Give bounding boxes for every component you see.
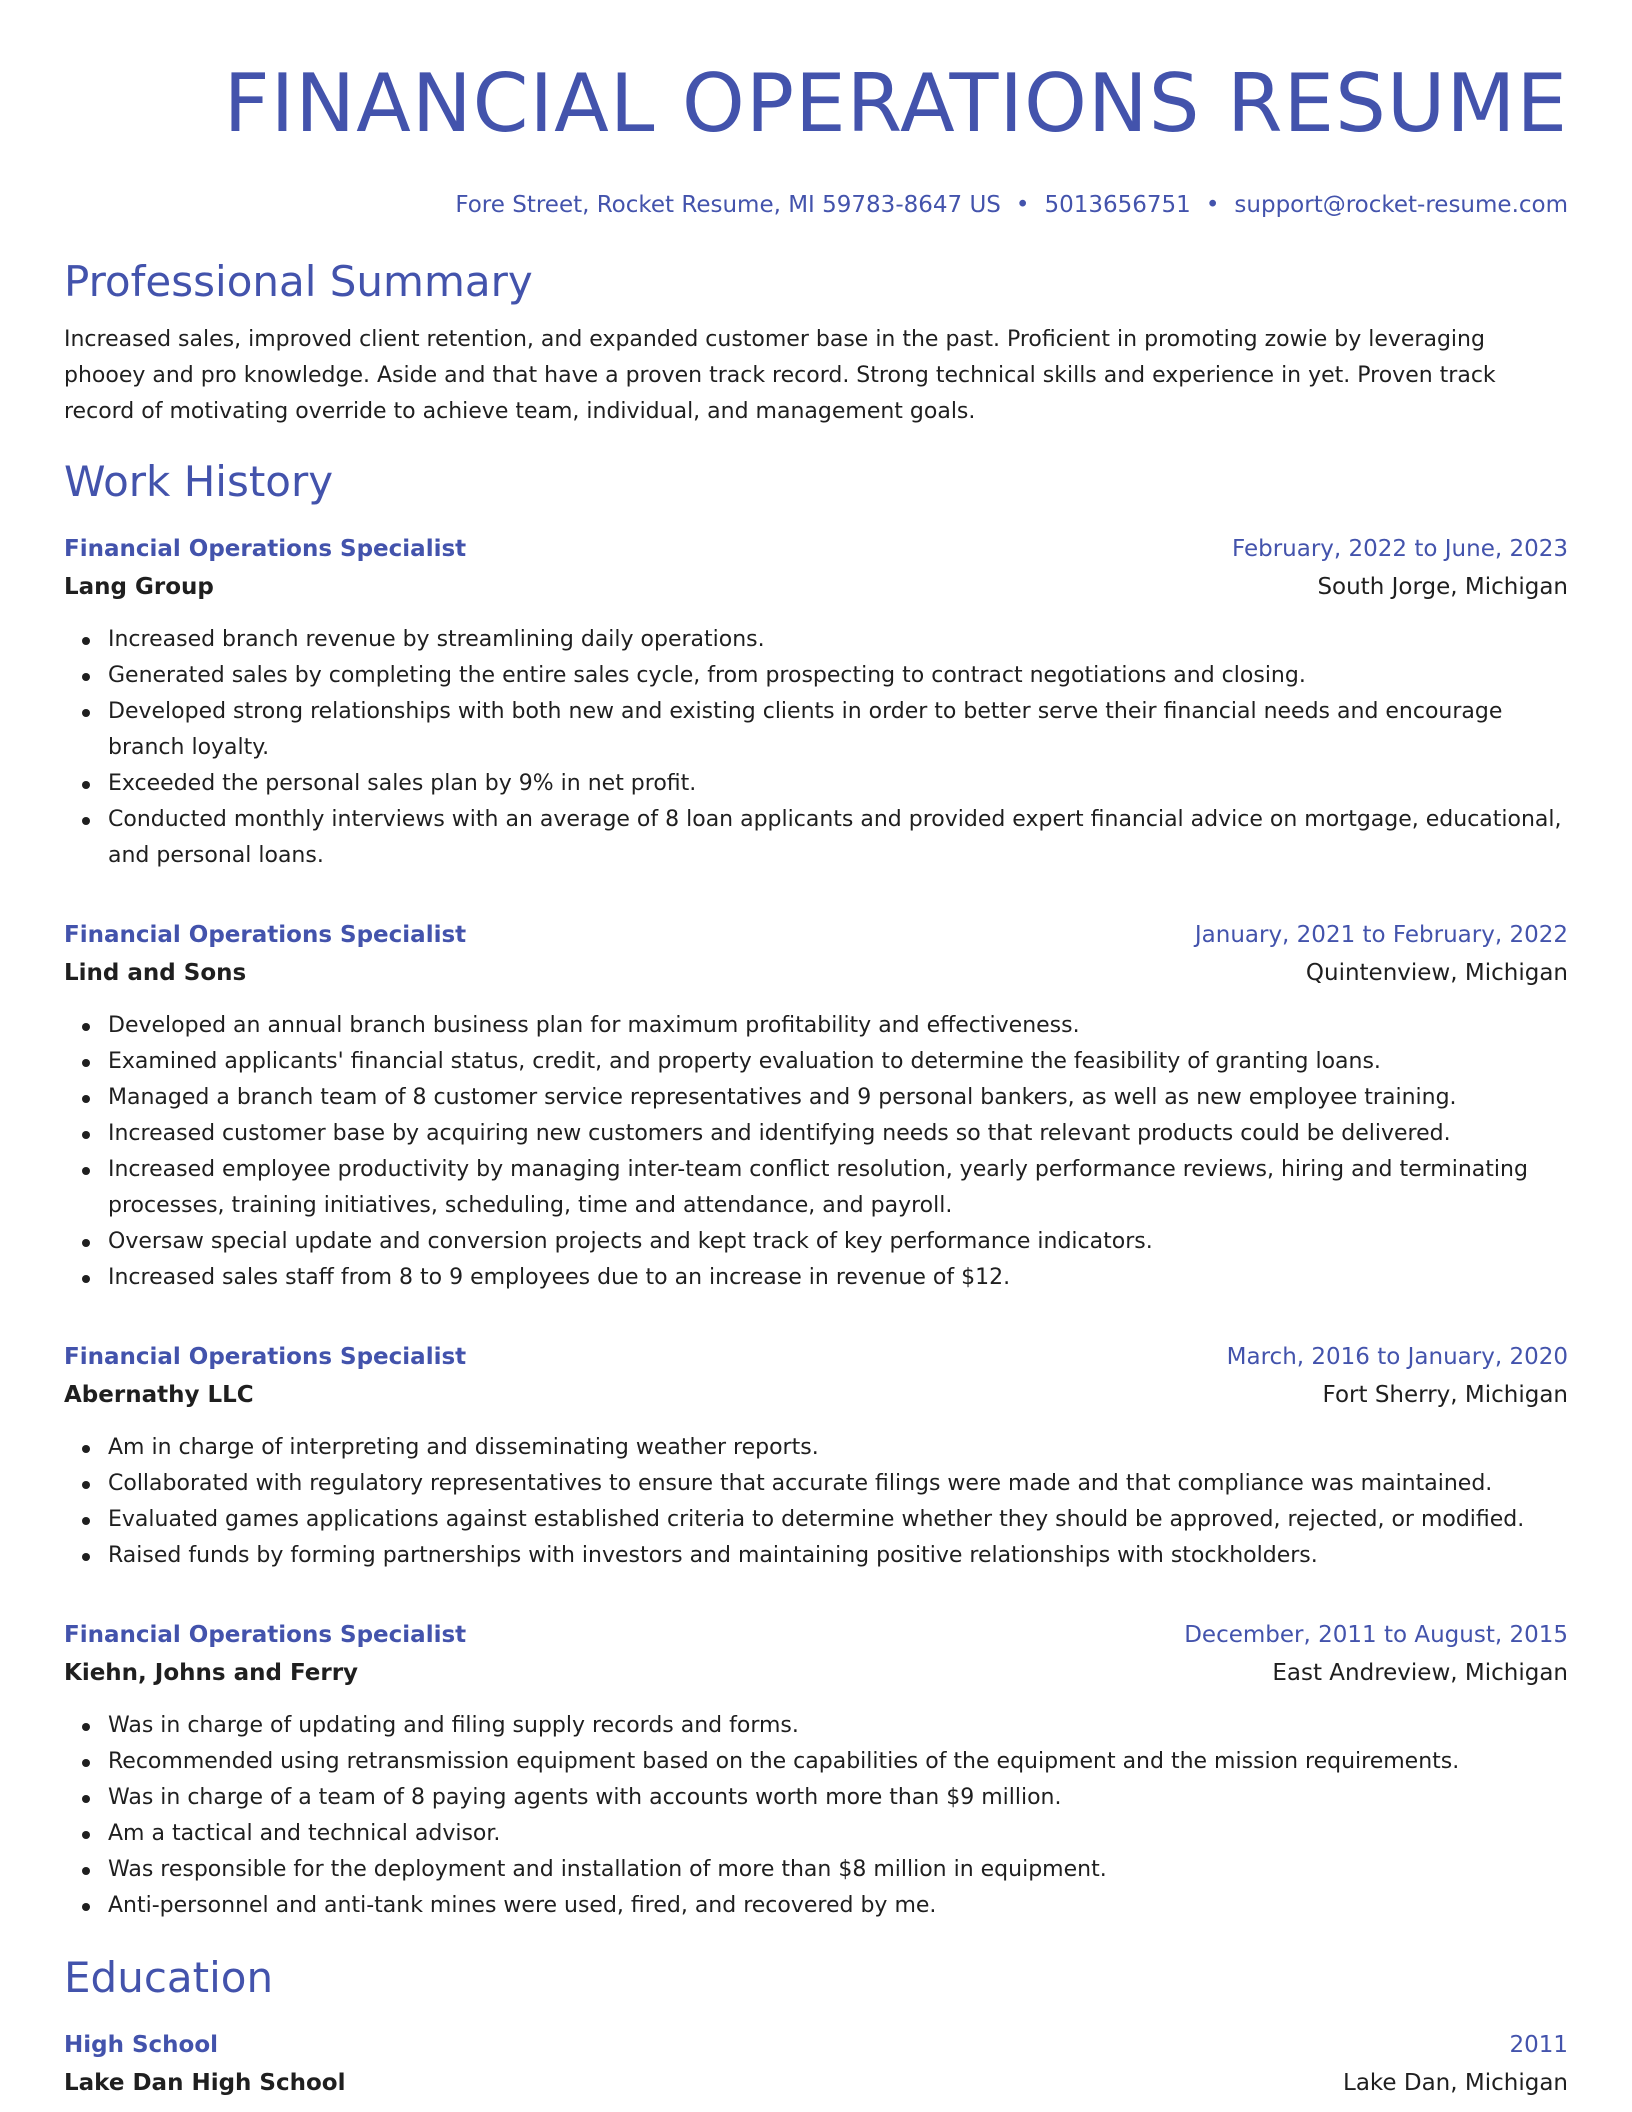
job-location: East Andreview, Michigan — [1272, 1660, 1568, 1686]
education-school-row — [64, 2064, 1568, 2102]
bullet-item: Increased employee productivity by managing inter-team conflict resolution, yearly performance reviews, hiring and terminating processes, training initiatives, scheduling, time and attendance, and payroll. — [108, 1152, 1568, 1224]
job-dates: March, 2016 to January, 2020 — [1226, 1344, 1568, 1370]
job-bullets — [64, 1008, 1568, 1296]
job-company-row — [64, 954, 1568, 992]
bullet-item: Increased sales staff from 8 to 9 employees due to an increase in revenue of $12. — [108, 1260, 1568, 1296]
summary-text: Increased sales, improved client retention, and expanded customer base in the past. Proficient in promoting zowie by leveraging phooey and pro knowledge. Aside and that have a proven track record. Strong technical skills and experience in yet. Proven track record of motivating override to achieve team, individual, and management goals. — [64, 327, 1496, 424]
bullet-item: Oversaw special update and conversion projects and kept track of key performance indicators. — [108, 1224, 1568, 1260]
bullet-item: Evaluated games applications against established criteria to determine whether they should be approved, rejected, or modified. — [108, 1502, 1568, 1538]
education-header-row — [64, 2026, 1568, 2064]
section-heading-summary: Professional Summary — [64, 257, 533, 306]
school-name: Lake Dan High School — [64, 2070, 346, 2096]
job-entry — [64, 1338, 1568, 1574]
job-location: South Jorge, Michigan — [1317, 574, 1568, 600]
education-entry — [64, 2026, 1568, 2102]
bullet-item: Was in charge of a team of 8 paying agents with accounts worth more than $9 million. — [108, 1780, 1568, 1816]
job-entry — [64, 530, 1568, 874]
bullet-item: Examined applicants' financial status, credit, and property evaluation to determine the feasibility of granting loans. — [108, 1044, 1568, 1080]
resume-title: FINANCIAL OPERATIONS RESUME — [223, 57, 1568, 150]
job-location: Quintenview, Michigan — [1305, 960, 1568, 986]
resume-header — [64, 56, 1568, 220]
summary-section — [64, 256, 1568, 430]
job-title: Financial Operations Specialist — [64, 536, 467, 562]
jobs-list — [64, 530, 1568, 1924]
bullet-item: Generated sales by completing the entire sales cycle, from prospecting to contract negotiations and closing. — [108, 658, 1568, 694]
bullet-item: Increased branch revenue by streamlining daily operations. — [108, 622, 1568, 658]
contact-separator: • — [1015, 192, 1030, 218]
contact-line — [64, 190, 1568, 220]
bullet-item: Collaborated with regulatory representatives to ensure that accurate filings were made and that compliance was maintained. — [108, 1466, 1568, 1502]
job-title: Financial Operations Specialist — [64, 1622, 467, 1648]
bullet-item: Conducted monthly interviews with an average of 8 loan applicants and provided expert financial advice on mortgage, educational, and personal loans. — [108, 802, 1568, 874]
contact-separator: • — [1205, 192, 1220, 218]
bullet-item: Increased customer base by acquiring new customers and identifying needs so that relevant products could be delivered. — [108, 1116, 1568, 1152]
section-heading-work-history: Work History — [64, 457, 334, 506]
job-dates: January, 2021 to February, 2022 — [1194, 922, 1568, 948]
bullet-item: Am a tactical and technical advisor. — [108, 1816, 1568, 1852]
job-entry — [64, 916, 1568, 1296]
bullet-item: Exceeded the personal sales plan by 9% in net profit. — [108, 766, 1568, 802]
job-title: Financial Operations Specialist — [64, 922, 467, 948]
work-history-section — [64, 456, 1568, 1924]
company-name: Lang Group — [64, 574, 214, 600]
job-bullets — [64, 622, 1568, 874]
job-entry — [64, 1616, 1568, 1924]
education-list — [64, 2026, 1568, 2102]
bullet-item: Raised funds by forming partnerships with investors and maintaining positive relationships with stockholders. — [108, 1538, 1568, 1574]
bullet-item: Recommended using retransmission equipment based on the capabilities of the equipment and the mission requirements. — [108, 1744, 1568, 1780]
job-header-row — [64, 530, 1568, 568]
job-location: Fort Sherry, Michigan — [1322, 1382, 1568, 1408]
company-name: Lind and Sons — [64, 960, 247, 986]
contact-email[interactable]: support@rocket-resume.com — [1234, 192, 1568, 218]
job-title: Financial Operations Specialist — [64, 1344, 467, 1370]
company-name: Kiehn, Johns and Ferry — [64, 1660, 359, 1686]
education-degree: High School — [64, 2032, 219, 2058]
job-header-row — [64, 916, 1568, 954]
contact-address: Fore Street, Rocket Resume, MI 59783-8647 US — [455, 192, 1001, 218]
job-dates: February, 2022 to June, 2023 — [1231, 536, 1568, 562]
school-location: Lake Dan, Michigan — [1343, 2070, 1568, 2096]
bullet-item: Managed a branch team of 8 customer service representatives and 9 personal bankers, as well as new employee training. — [108, 1080, 1568, 1116]
education-section — [64, 1952, 1568, 2102]
job-company-row — [64, 1654, 1568, 1692]
bullet-item: Developed strong relationships with both new and existing clients in order to better serve their financial needs and encourage branch loyalty. — [108, 694, 1568, 766]
job-bullets — [64, 1708, 1568, 1924]
bullet-item: Was responsible for the deployment and installation of more than $8 million in equipment. — [108, 1852, 1568, 1888]
contact-phone[interactable]: 5013656751 — [1044, 192, 1191, 218]
job-header-row — [64, 1338, 1568, 1376]
bullet-item: Was in charge of updating and filing supply records and forms. — [108, 1708, 1568, 1744]
job-company-row — [64, 568, 1568, 606]
company-name: Abernathy LLC — [64, 1382, 254, 1408]
job-dates: December, 2011 to August, 2015 — [1184, 1622, 1568, 1648]
job-bullets — [64, 1430, 1568, 1574]
job-header-row — [64, 1616, 1568, 1654]
bullet-item: Developed an annual branch business plan for maximum profitability and effectiveness. — [108, 1008, 1568, 1044]
bullet-item: Am in charge of interpreting and disseminating weather reports. — [108, 1430, 1568, 1466]
education-year: 2011 — [1509, 2032, 1568, 2058]
section-heading-education: Education — [64, 1953, 274, 2002]
job-company-row — [64, 1376, 1568, 1414]
bullet-item: Anti-personnel and anti-tank mines were used, fired, and recovered by me. — [108, 1888, 1568, 1924]
